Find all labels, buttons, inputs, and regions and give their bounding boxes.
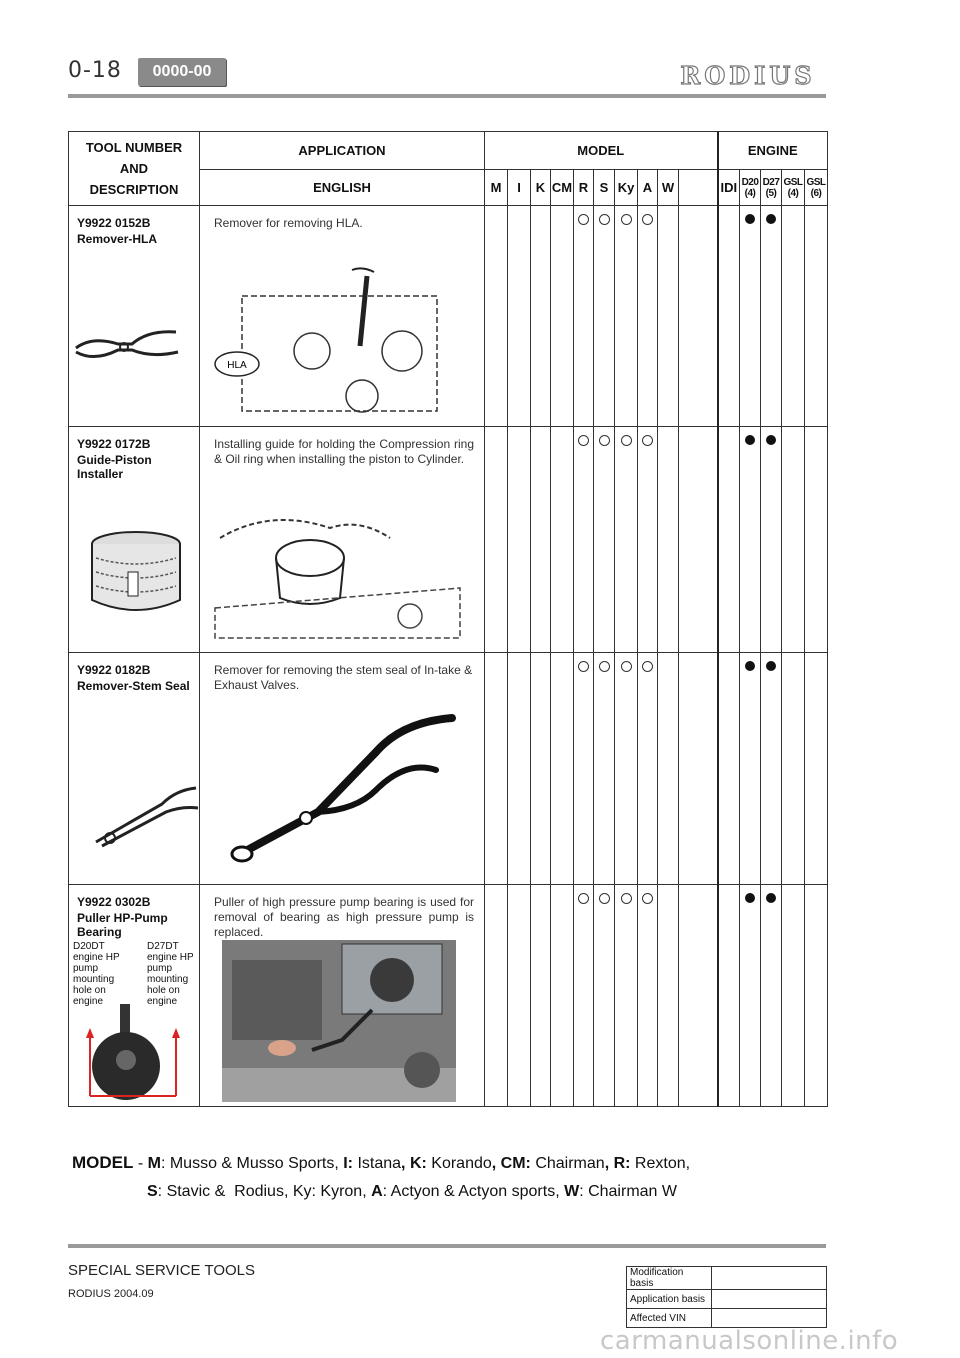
engine-mark-cell: [782, 206, 805, 427]
col-model-header: MODEL: [485, 132, 718, 170]
modification-row: [627, 1309, 827, 1328]
tool-row: [69, 206, 828, 427]
model-mark-cell: [658, 427, 679, 653]
model-mark-cell: [508, 653, 531, 885]
model-col-8: A: [638, 170, 658, 206]
tool-number: Y9922 0302B: [77, 895, 151, 909]
open-circle-icon: [599, 435, 610, 446]
engine-mark-cell: [782, 653, 805, 885]
model-mark-cell: [638, 427, 658, 653]
tool-number: Y9922 0172B: [77, 437, 151, 451]
legend-value: : Musso & Musso Sports,: [160, 1155, 344, 1172]
model-mark-cell: [594, 653, 615, 885]
model-mark-cell: [679, 427, 718, 653]
model-legend-line-2: [147, 1183, 677, 1201]
legend-value: : Stavic & Rodius, Ky: Kyron,: [157, 1183, 372, 1200]
watermark: carmanualsonline.info: [600, 1326, 899, 1356]
model-legend-line-1: MODEL - M: Musso & Musso Sports, I: Istana, K: Korando, CM: Chairman, R: Rexton,: [72, 1153, 691, 1172]
engine-mark-cell: [805, 206, 828, 427]
piston-guide-illustration: [86, 528, 186, 620]
engine-mark-cell: [805, 653, 828, 885]
open-circle-icon: [578, 893, 589, 904]
tool-name: Guide-Piston Installer: [77, 453, 152, 481]
model-mark-cell: [615, 427, 638, 653]
engine-mark-cell: [805, 427, 828, 653]
open-circle-icon: [642, 214, 653, 225]
engine-mark-cell: [740, 885, 761, 1107]
engine-mark-cell: [718, 427, 740, 653]
model-col-10: [679, 170, 718, 206]
engine-mark-cell: [805, 885, 828, 1107]
model-col-2: I: [508, 170, 531, 206]
open-circle-icon: [621, 661, 632, 672]
model-col-5: R: [574, 170, 594, 206]
engine-col-4: GSL (4): [782, 170, 805, 206]
open-circle-icon: [621, 214, 632, 225]
legend-key: A: [371, 1183, 383, 1200]
filled-circle-icon: [745, 435, 755, 445]
application-text: Remover for removing HLA.: [214, 216, 363, 230]
open-circle-icon: [599, 661, 610, 672]
brand-logo: [668, 58, 828, 92]
model-mark-cell: [615, 653, 638, 885]
open-circle-icon: [642, 661, 653, 672]
open-circle-icon: [621, 435, 632, 446]
model-mark-cell: [594, 885, 615, 1107]
model-mark-cell: [574, 653, 594, 885]
header-rule: [68, 94, 826, 98]
modification-label: Application basis: [627, 1290, 712, 1309]
col-tool-header: TOOL NUMBER AND DESCRIPTION: [69, 132, 200, 206]
model-mark-cell: [594, 206, 615, 427]
engine-mark-cell: [761, 427, 782, 653]
model-mark-cell: [485, 206, 508, 427]
pliers-hla-illustration: [72, 322, 182, 368]
hla-callout-label: HLA: [227, 360, 247, 371]
model-mark-cell: [551, 653, 574, 885]
modification-label: Affected VIN: [627, 1309, 712, 1328]
tool-number-cell: [69, 206, 200, 427]
model-mark-cell: [551, 206, 574, 427]
legend-key: I:: [343, 1155, 354, 1172]
legend-key: , CM:: [491, 1155, 531, 1172]
engine-mark-cell: [761, 885, 782, 1107]
model-mark-cell: [679, 653, 718, 885]
model-mark-cell: [574, 206, 594, 427]
header-row-1: [69, 132, 828, 170]
model-mark-cell: [638, 885, 658, 1107]
col-english-header: ENGLISH: [200, 170, 485, 206]
note-d20dt: D20DT engine HP pump mounting hole on engine: [73, 941, 120, 1007]
engine-mark-cell: [761, 206, 782, 427]
model-mark-cell: [485, 653, 508, 885]
engine-col-5: GSL (6): [805, 170, 828, 206]
model-mark-cell: [508, 885, 531, 1107]
tool-number: Y9922 0182B: [77, 663, 151, 677]
model-mark-cell: [551, 427, 574, 653]
modification-value: [712, 1267, 827, 1290]
tool-name: Remover-Stem Seal: [77, 679, 190, 693]
engine-mark-cell: [782, 427, 805, 653]
modification-row: [627, 1267, 827, 1290]
application-text: Puller of high pressure pump bearing is used for removal of bearing as high pressure pump is replaced.: [214, 895, 474, 939]
stem-seal-remover-small-illustration: [92, 782, 202, 850]
model-mark-cell: [679, 206, 718, 427]
legend-key: , R:: [604, 1155, 631, 1172]
application-text: Installing guide for holding the Compression ring & Oil ring when installing the piston to Cylinder.: [214, 437, 474, 466]
engine-mark-cell: [740, 206, 761, 427]
model-mark-cell: [615, 206, 638, 427]
model-mark-cell: [531, 653, 551, 885]
brand-logo-text: RODIUS: [680, 61, 816, 90]
engine-mark-cell: [718, 206, 740, 427]
legend-key: , K:: [401, 1155, 427, 1172]
model-mark-cell: [574, 885, 594, 1107]
legend-key: W: [564, 1183, 580, 1200]
open-circle-icon: [578, 661, 589, 672]
legend-value: Rexton,: [630, 1155, 691, 1172]
modification-row: [627, 1290, 827, 1309]
engine-mark-cell: [782, 885, 805, 1107]
engine-mark-cell: [718, 653, 740, 885]
model-mark-cell: [551, 885, 574, 1107]
model-col-6: S: [594, 170, 615, 206]
filled-circle-icon: [766, 893, 776, 903]
section-code-badge: 0000-00: [138, 58, 226, 86]
model-mark-cell: [638, 653, 658, 885]
hp-pump-puller-illustration: [72, 1004, 192, 1102]
engine-mark-cell: [740, 427, 761, 653]
footer-publication: RODIUS 2004.09: [68, 1288, 154, 1300]
open-circle-icon: [642, 435, 653, 446]
model-mark-cell: [508, 206, 531, 427]
model-mark-cell: [615, 885, 638, 1107]
open-circle-icon: [599, 214, 610, 225]
legend-value: Chairman: [530, 1155, 605, 1172]
model-mark-cell: [658, 206, 679, 427]
legend-value: Istana: [353, 1155, 402, 1172]
model-mark-cell: [531, 206, 551, 427]
model-col-9: W: [658, 170, 679, 206]
col-engine-header: ENGINE: [718, 132, 828, 170]
modification-label: Modification basis: [627, 1267, 712, 1290]
engine-mark-cell: [761, 653, 782, 885]
engine-col-1: IDI: [718, 170, 740, 206]
open-circle-icon: [621, 893, 632, 904]
stem-seal-remover-illustration: [226, 700, 458, 868]
page-number: 0-18: [68, 58, 122, 83]
modification-table: [626, 1266, 827, 1328]
engine-col-2: D20 (4): [740, 170, 761, 206]
hla-engine-illustration: [212, 266, 442, 416]
model-mark-cell: [594, 427, 615, 653]
open-circle-icon: [599, 893, 610, 904]
legend-value: Korando: [426, 1155, 492, 1172]
engine-col-3: D27 (5): [761, 170, 782, 206]
engine-mark-cell: [740, 653, 761, 885]
filled-circle-icon: [745, 214, 755, 224]
legend-label: MODEL: [72, 1153, 134, 1172]
model-mark-cell: [574, 427, 594, 653]
model-col-3: K: [531, 170, 551, 206]
legend-value: : Chairman W: [579, 1183, 677, 1200]
tool-name: Remover-HLA: [77, 232, 158, 246]
filled-circle-icon: [766, 214, 776, 224]
model-mark-cell: [531, 427, 551, 653]
model-mark-cell: [658, 653, 679, 885]
modification-value: [712, 1290, 827, 1309]
piston-install-illustration: [210, 498, 466, 644]
footer-rule: [68, 1244, 826, 1248]
model-mark-cell: [531, 885, 551, 1107]
filled-circle-icon: [766, 435, 776, 445]
hp-pump-engine-photo: [222, 940, 456, 1102]
model-mark-cell: [638, 206, 658, 427]
footer-section-title: SPECIAL SERVICE TOOLS: [68, 1262, 256, 1279]
tool-name: Puller HP-Pump Bearing: [77, 911, 168, 939]
model-mark-cell: [485, 427, 508, 653]
modification-value: [712, 1309, 827, 1328]
model-col-4: CM: [551, 170, 574, 206]
open-circle-icon: [578, 435, 589, 446]
application-text: Remover for removing the stem seal of In-take & Exhaust Valves.: [214, 663, 473, 692]
model-mark-cell: [658, 885, 679, 1107]
filled-circle-icon: [745, 893, 755, 903]
col-application-header: APPLICATION: [200, 132, 485, 170]
open-circle-icon: [642, 893, 653, 904]
legend-value: : Actyon & Actyon sports,: [382, 1183, 565, 1200]
filled-circle-icon: [766, 661, 776, 671]
legend-key: S: [147, 1183, 158, 1200]
model-mark-cell: [485, 885, 508, 1107]
model-col-1: M: [485, 170, 508, 206]
legend-key: M: [147, 1155, 161, 1172]
model-col-7: Ky: [615, 170, 638, 206]
tool-number: Y9922 0152B: [77, 216, 151, 230]
note-d27dt: D27DT engine HP pump mounting hole on engine: [147, 941, 194, 1007]
engine-mark-cell: [718, 885, 740, 1107]
open-circle-icon: [578, 214, 589, 225]
model-mark-cell: [679, 885, 718, 1107]
filled-circle-icon: [745, 661, 755, 671]
model-mark-cell: [508, 427, 531, 653]
